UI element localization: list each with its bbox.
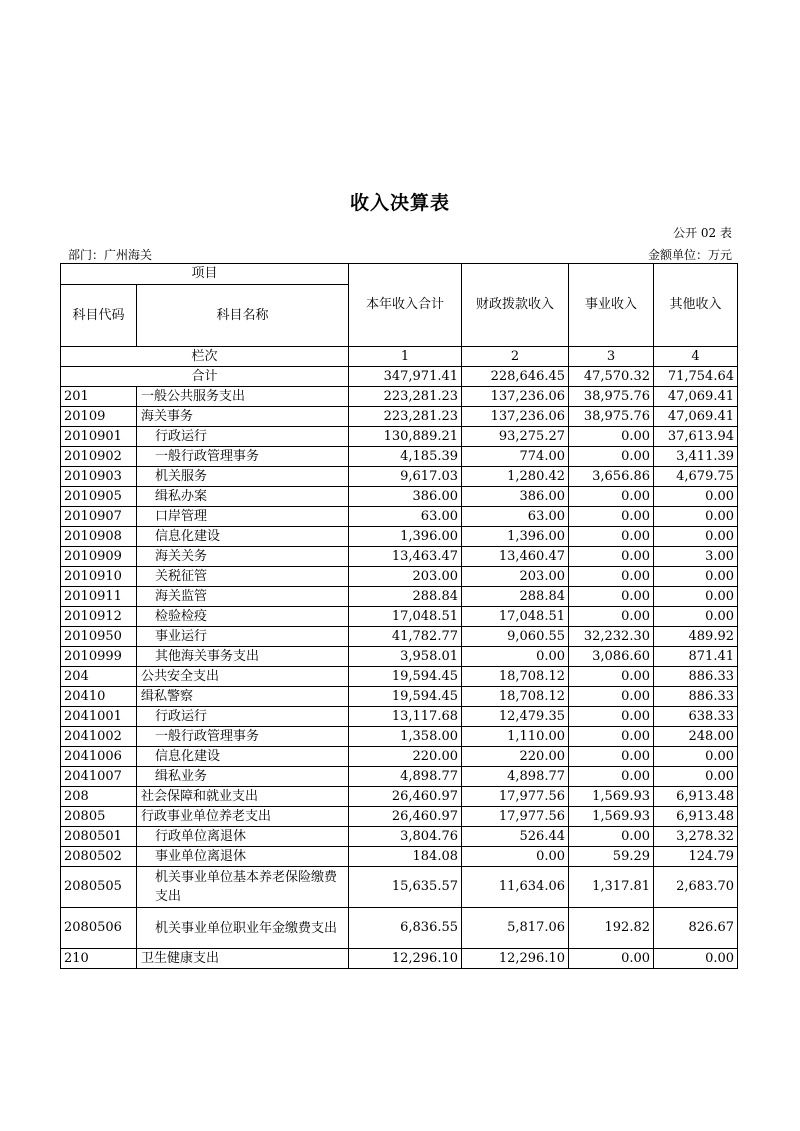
business-cell: 192.82 [569,908,654,949]
other-cell: 826.67 [654,908,738,949]
other-cell: 124.79 [654,847,738,867]
fiscal-cell: 5,817.06 [462,908,569,949]
fiscal-cell: 526.44 [462,827,569,847]
business-cell: 0.00 [569,747,654,767]
name-cell: 一般行政管理事务 [137,727,349,747]
header-name: 科目名称 [137,285,349,347]
column-index-3: 3 [569,347,654,367]
total-cell: 184.08 [349,847,462,867]
business-cell: 32,232.30 [569,627,654,647]
business-cell: 3,656.86 [569,467,654,487]
total-cell: 1,396.00 [349,527,462,547]
code-cell: 2080505 [61,867,137,908]
fiscal-cell: 18,708.12 [462,667,569,687]
business-cell: 1,317.81 [569,867,654,908]
table-row [61,949,738,969]
code-cell: 2041006 [61,747,137,767]
code-cell: 2080506 [61,908,137,949]
name-cell: 行政单位离退休 [137,827,349,847]
header-row-1 [61,264,738,285]
amount-unit-label: 金额单位：万元 [647,248,732,262]
name-cell: 公共安全支出 [137,667,349,687]
income-table [60,263,738,969]
business-cell: 59.29 [569,847,654,867]
code-cell: 20410 [61,687,137,707]
fiscal-cell: 0.00 [462,847,569,867]
table-row [61,487,738,507]
other-cell: 0.00 [654,487,738,507]
code-cell: 2010910 [61,567,137,587]
code-cell: 2010903 [61,467,137,487]
name-cell: 机关事业单位职业年金缴费支出 [137,908,349,949]
fiscal-cell: 11,634.06 [462,867,569,908]
sum-other: 71,754.64 [654,367,738,387]
table-row [61,527,738,547]
table-row [61,407,738,427]
other-cell: 638.33 [654,707,738,727]
code-cell: 2010911 [61,587,137,607]
total-cell: 4,898.77 [349,767,462,787]
other-cell: 0.00 [654,507,738,527]
column-index-4: 4 [654,347,738,367]
code-cell: 2010907 [61,507,137,527]
column-index-label: 栏次 [61,347,349,367]
other-cell: 47,069.41 [654,387,738,407]
fiscal-cell: 4,898.77 [462,767,569,787]
fiscal-cell: 1,396.00 [462,527,569,547]
table-row [61,467,738,487]
total-cell: 203.00 [349,567,462,587]
table-row [61,787,738,807]
other-cell: 0.00 [654,567,738,587]
name-cell: 事业运行 [137,627,349,647]
table-row [61,908,738,949]
code-cell: 2041001 [61,707,137,727]
fiscal-cell: 93,275.27 [462,427,569,447]
fiscal-cell: 13,460.47 [462,547,569,567]
name-cell: 机关服务 [137,467,349,487]
table-row [61,507,738,527]
total-cell: 223,281.23 [349,387,462,407]
header-item: 项目 [61,264,349,285]
other-cell: 2,683.70 [654,867,738,908]
other-cell: 886.33 [654,667,738,687]
other-cell: 0.00 [654,527,738,547]
name-cell: 卫生健康支出 [137,949,349,969]
fiscal-cell: 1,280.42 [462,467,569,487]
name-cell: 海关事务 [137,407,349,427]
sum-total: 347,971.41 [349,367,462,387]
code-cell: 2010908 [61,527,137,547]
code-cell: 2010905 [61,487,137,507]
business-cell: 0.00 [569,707,654,727]
name-cell: 口岸管理 [137,507,349,527]
code-cell: 20109 [61,407,137,427]
fiscal-cell: 17,977.56 [462,807,569,827]
name-cell: 机关事业单位基本养老保险缴费支出 [137,867,349,908]
table-row [61,607,738,627]
business-cell: 3,086.60 [569,647,654,667]
table-row [61,647,738,667]
table-row [61,847,738,867]
code-cell: 2080502 [61,847,137,867]
total-cell: 386.00 [349,487,462,507]
name-cell: 检验检疫 [137,607,349,627]
name-cell: 海关关务 [137,547,349,567]
total-cell: 26,460.97 [349,787,462,807]
code-cell: 20805 [61,807,137,827]
other-cell: 0.00 [654,949,738,969]
business-cell: 0.00 [569,447,654,467]
code-cell: 210 [61,949,137,969]
name-cell: 一般行政管理事务 [137,447,349,467]
table-row [61,547,738,567]
business-cell: 1,569.93 [569,787,654,807]
name-cell: 海关监管 [137,587,349,607]
total-cell: 4,185.39 [349,447,462,467]
table-row [61,827,738,847]
business-cell: 0.00 [569,487,654,507]
total-cell: 63.00 [349,507,462,527]
other-cell: 6,913.48 [654,787,738,807]
code-cell: 208 [61,787,137,807]
code-cell: 201 [61,387,137,407]
total-cell: 13,463.47 [349,547,462,567]
table-row [61,567,738,587]
header-fiscal: 财政拨款收入 [462,264,569,347]
code-cell: 2010909 [61,547,137,567]
column-index-row [61,347,738,367]
name-cell: 社会保障和就业支出 [137,787,349,807]
header-other: 其他收入 [654,264,738,347]
name-cell: 关税征管 [137,567,349,587]
total-cell: 12,296.10 [349,949,462,969]
header-business: 事业收入 [569,264,654,347]
fiscal-cell: 63.00 [462,507,569,527]
other-cell: 3.00 [654,547,738,567]
other-cell: 0.00 [654,767,738,787]
other-cell: 4,679.75 [654,467,738,487]
total-cell: 9,617.03 [349,467,462,487]
fiscal-cell: 12,479.35 [462,707,569,727]
header-total: 本年收入合计 [349,264,462,347]
business-cell: 0.00 [569,727,654,747]
total-cell: 288.84 [349,587,462,607]
business-cell: 0.00 [569,607,654,627]
total-cell: 6,836.55 [349,908,462,949]
other-cell: 886.33 [654,687,738,707]
fiscal-cell: 17,048.51 [462,607,569,627]
total-cell: 13,117.68 [349,707,462,727]
table-row [61,727,738,747]
code-cell: 2010999 [61,647,137,667]
code-cell: 2010912 [61,607,137,627]
fiscal-cell: 203.00 [462,567,569,587]
sum-label: 合计 [61,367,349,387]
table-row [61,707,738,727]
other-cell: 3,411.39 [654,447,738,467]
fiscal-cell: 137,236.06 [462,387,569,407]
total-cell: 130,889.21 [349,427,462,447]
business-cell: 1,569.93 [569,807,654,827]
business-cell: 0.00 [569,949,654,969]
other-cell: 248.00 [654,727,738,747]
code-cell: 2041007 [61,767,137,787]
page-title: 收入决算表 [349,192,450,214]
column-index-1: 1 [349,347,462,367]
total-cell: 41,782.77 [349,627,462,647]
table-row [61,687,738,707]
business-cell: 0.00 [569,767,654,787]
table-row [61,767,738,787]
table-row [61,807,738,827]
name-cell: 缉私警察 [137,687,349,707]
total-cell: 26,460.97 [349,807,462,827]
total-cell: 220.00 [349,747,462,767]
table-row [61,447,738,467]
total-cell: 3,958.01 [349,647,462,667]
other-cell: 3,278.32 [654,827,738,847]
total-cell: 19,594.45 [349,687,462,707]
code-cell: 2010950 [61,627,137,647]
total-cell: 223,281.23 [349,407,462,427]
total-cell: 19,594.45 [349,667,462,687]
fiscal-cell: 774.00 [462,447,569,467]
business-cell: 0.00 [569,827,654,847]
other-cell: 37,613.94 [654,427,738,447]
name-cell: 事业单位离退休 [137,847,349,867]
other-cell: 489.92 [654,627,738,647]
business-cell: 38,975.76 [569,387,654,407]
table-row [61,387,738,407]
business-cell: 0.00 [569,527,654,547]
other-cell: 0.00 [654,587,738,607]
name-cell: 行政运行 [137,427,349,447]
table-row [61,427,738,447]
business-cell: 0.00 [569,547,654,567]
code-cell: 2010902 [61,447,137,467]
name-cell: 行政运行 [137,707,349,727]
business-cell: 0.00 [569,567,654,587]
total-cell: 15,635.57 [349,867,462,908]
name-cell: 其他海关事务支出 [137,647,349,667]
total-cell: 3,804.76 [349,827,462,847]
name-cell: 信息化建设 [137,747,349,767]
fiscal-cell: 9,060.55 [462,627,569,647]
business-cell: 38,975.76 [569,407,654,427]
name-cell: 信息化建设 [137,527,349,547]
fiscal-cell: 18,708.12 [462,687,569,707]
column-index-2: 2 [462,347,569,367]
other-cell: 47,069.41 [654,407,738,427]
header-code: 科目代码 [61,285,137,347]
business-cell: 0.00 [569,427,654,447]
fiscal-cell: 288.84 [462,587,569,607]
other-cell: 0.00 [654,747,738,767]
total-cell: 1,358.00 [349,727,462,747]
fiscal-cell: 220.00 [462,747,569,767]
name-cell: 一般公共服务支出 [137,387,349,407]
fiscal-cell: 137,236.06 [462,407,569,427]
table-row [61,747,738,767]
code-cell: 2010901 [61,427,137,447]
sum-fiscal: 228,646.45 [462,367,569,387]
department-label: 部门：广州海关 [68,248,153,262]
other-cell: 871.41 [654,647,738,667]
form-number: 公开 02 表 [673,226,732,240]
code-cell: 2041002 [61,727,137,747]
other-cell: 6,913.48 [654,807,738,827]
name-cell: 缉私办案 [137,487,349,507]
fiscal-cell: 12,296.10 [462,949,569,969]
table-row [61,667,738,687]
sum-row [61,367,738,387]
other-cell: 0.00 [654,607,738,627]
fiscal-cell: 17,977.56 [462,787,569,807]
code-cell: 204 [61,667,137,687]
table-row [61,867,738,908]
code-cell: 2080501 [61,827,137,847]
name-cell: 行政事业单位养老支出 [137,807,349,827]
sum-business: 47,570.32 [569,367,654,387]
fiscal-cell: 1,110.00 [462,727,569,747]
fiscal-cell: 0.00 [462,647,569,667]
name-cell: 缉私业务 [137,767,349,787]
business-cell: 0.00 [569,667,654,687]
business-cell: 0.00 [569,687,654,707]
fiscal-cell: 386.00 [462,487,569,507]
business-cell: 0.00 [569,587,654,607]
table-row [61,627,738,647]
total-cell: 17,048.51 [349,607,462,627]
business-cell: 0.00 [569,507,654,527]
table-row [61,587,738,607]
